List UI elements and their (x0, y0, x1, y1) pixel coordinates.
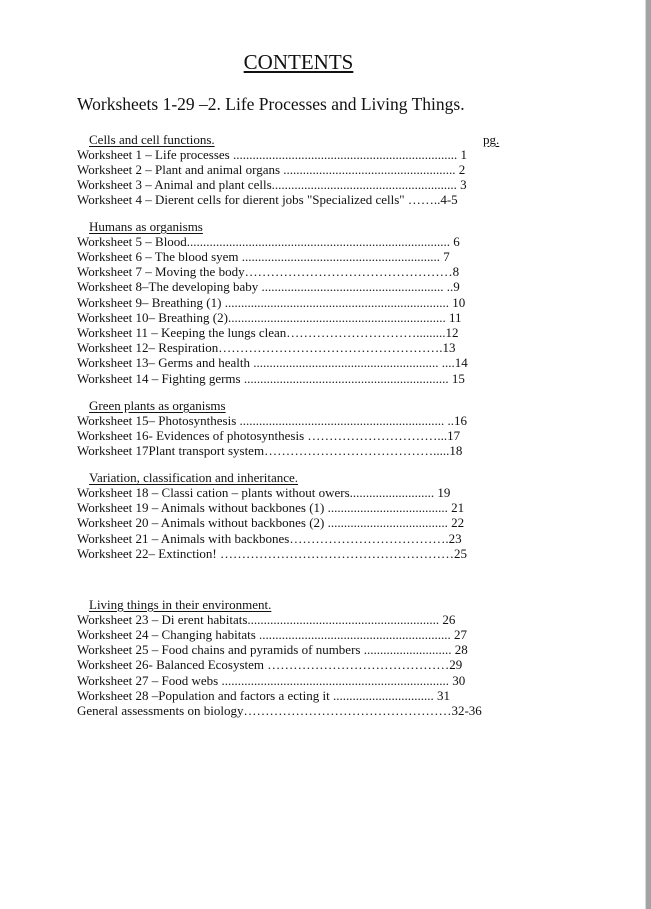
toc-entry[interactable]: Worksheet 8–The developing baby ........................................................ ..9 (77, 279, 460, 294)
page-column-label: pg. (483, 132, 500, 147)
section-title: Variation, classification and inheritance. (89, 470, 299, 485)
toc-entry[interactable]: Worksheet 15– Photosynthesis ............................................................... ..16 (77, 413, 468, 428)
toc-entry[interactable]: Worksheet 6 – The blood syem ............................................................. 7 (77, 249, 450, 264)
toc-entry[interactable]: Worksheet 14 – Fighting germs ............................................................... 15 (77, 371, 465, 386)
toc-entry[interactable]: Worksheet 21 – Animals with backbones……………………………….23 (77, 531, 462, 546)
toc-entry[interactable]: Worksheet 24 – Changing habitats ........................................................... 27 (77, 627, 468, 642)
toc-entry[interactable]: Worksheet 5 – Blood................................................................................. 6 (77, 234, 460, 249)
toc-entry[interactable]: Worksheet 1 – Life processes ..................................................................... 1 (77, 147, 467, 162)
contents-heading: Worksheets 1-29 –2. Life Processes and Living Things. (77, 94, 465, 114)
toc-entry[interactable]: Worksheet 17Plant transport system………………………………….....18 (77, 443, 463, 458)
toc-entry[interactable]: Worksheet 2 – Plant and animal organs ..................................................... 2 (77, 162, 466, 177)
toc-entry[interactable]: Worksheet 3 – Animal and plant cells......................................................... 3 (77, 177, 467, 192)
section-title: Green plants as organisms (89, 398, 226, 413)
toc-entry[interactable]: Worksheet 22– Extinction! ………………………………………………25 (77, 546, 468, 561)
page-title (0, 50, 597, 75)
toc-entry[interactable]: Worksheet 10– Breathing (2)................................................................... 11 (77, 310, 462, 325)
toc-entry[interactable]: Worksheet 23 – Di erent habitats........................................................... 26 (77, 612, 456, 627)
page-edge-scrollbar[interactable] (645, 0, 651, 909)
toc-entry[interactable]: General assessments on biology…………………………………………32-36 (77, 703, 482, 718)
toc-entry[interactable]: Worksheet 9– Breathing (1) ..................................................................... 10 (77, 295, 466, 310)
toc-entry[interactable]: Worksheet 12– Respiration…………………………………………….13 (77, 340, 456, 355)
toc-entry[interactable]: Worksheet 27 – Food webs ...................................................................... 30 (77, 673, 466, 688)
toc-entry[interactable]: Worksheet 4 – Dierent cells for dierent jobs "Specialized cells" ……..4-5 (77, 192, 458, 207)
toc-entry[interactable]: Worksheet 13– Germs and health ......................................................... ....14 (77, 355, 468, 370)
toc-entry[interactable]: Worksheet 28 –Population and factors a ecting it ............................... 31 (77, 688, 451, 703)
toc-entry[interactable]: Worksheet 25 – Food chains and pyramids of numbers ........................... 28 (77, 642, 468, 657)
section-title: Cells and cell functions. (89, 132, 215, 147)
toc-entry[interactable]: Worksheet 11 – Keeping the lungs clean………………………….........12 (77, 325, 459, 340)
section-title: Living things in their environment. (89, 597, 272, 612)
toc-entry[interactable]: Worksheet 16- Evidences of photosynthesis …………………………...17 (77, 428, 461, 443)
toc-entry[interactable]: Worksheet 7 – Moving the body…………………………………………8 (77, 264, 460, 279)
toc-entry[interactable]: Worksheet 26- Balanced Ecosystem ……………………………………29 (77, 657, 463, 672)
toc-entry[interactable]: Worksheet 19 – Animals without backbones (1) ..................................... 21 (77, 500, 465, 515)
toc-entry[interactable]: Worksheet 20 – Animals without backbones (2) ..................................... 22 (77, 515, 465, 530)
section-title: Humans as organisms (89, 219, 203, 234)
page-title-text: CONTENTS (243, 50, 354, 74)
toc-entry[interactable]: Worksheet 18 – Classi cation – plants without owers.......................... 19 (77, 485, 451, 500)
